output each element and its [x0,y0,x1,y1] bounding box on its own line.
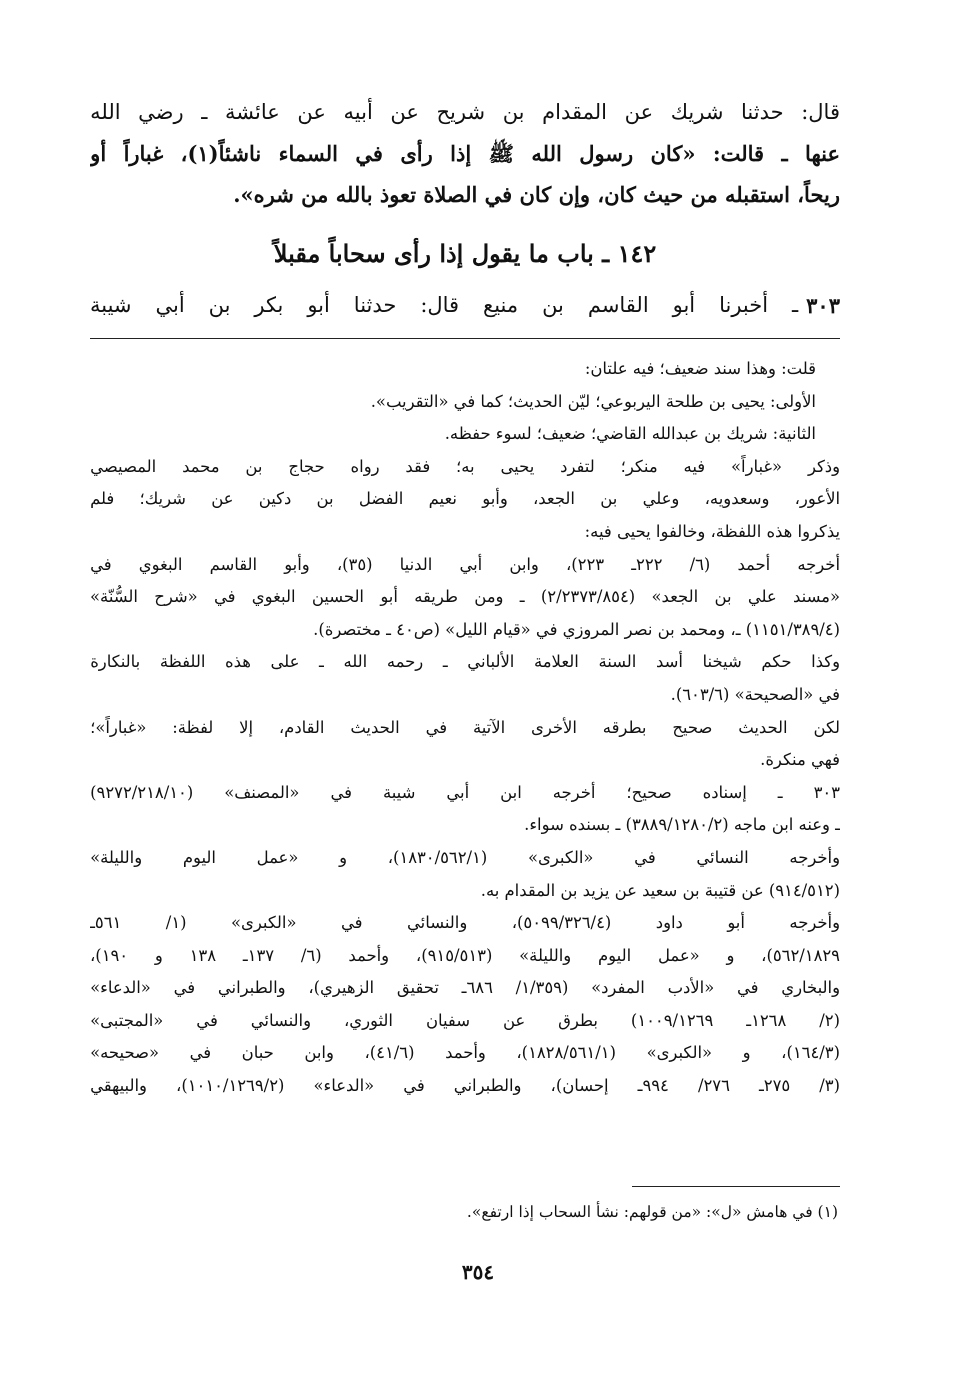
note-line: (٢/ ١٢٦٨ـ ١٠٠٩/١٢٦٩) بطرق عن سفيان الثوري، والنسائي في «المجتبى» [90,1010,840,1030]
note-line: في «الصحيحة» (٦٠٣/٦). [670,684,840,704]
page-number: ٣٥٤ [461,1260,495,1284]
note-line: وأخرجه النسائي في «الكبرى» (١٨٣٠/٥٦٢/١)، و «عمل اليوم والليلة» [90,847,840,867]
footnote-rule [632,1186,840,1187]
note-line: قلت: وهذا سند ضعيف؛ فيه علتان: [584,359,816,378]
note-line: وذكر «غباراً» فيه منكر؛ لتفرد يحيى به؛ فقد رواه حجاج بن محمد المصيصي [90,456,840,476]
commentary [90,353,840,1103]
main-line-2: عنها ـ قالت: «كان رسول الله ﷺ إذا رأى في السماء ناشئاً(١)، غباراً أو [90,141,840,166]
separator-rule [90,338,840,339]
note-line: «مسند علي بن الجعد» (٢/٢٣٧٣/٨٥٤) ـ ومن طريقه أبو الحسين البغوي في «شرح السُّنّة» [90,587,840,607]
page-body [90,92,840,1103]
note-line: يذكروا هذه اللفظة، وخالفوا يحيى فيه: [584,521,840,541]
note-line: (٩١٤/٥١٢) عن قتيبة بن سعيد عن يزيد بن المقدام به. [480,880,840,900]
note-line: ٥٦٢/١٨٢٩)، و «عمل اليوم والليلة» (٩١٥/٥١٣)، وأحمد (٦/ ١٣٧ـ ١٣٨ و ١٩٠)، [90,945,840,965]
note-line: الثانية: شريك بن عبدالله القاضي؛ ضعيف؛ لسوء حفظه. [444,424,816,444]
chapter-heading: ١٤٢ ـ باب ما يقول إذا رأى سحاباً مقبلاً [273,239,657,268]
note-line: (١٦٤/٣)، و «الكبرى» (١٨٢٨/٥٦١/١)، وأحمد (٤١/٦)، وابن حبان في «صحيحه» [90,1043,840,1063]
main-text [90,92,840,326]
note-line: لكن الحديث صحيح بطرقه الأخرى الآتية في الحديث القادم، إلا لفظة: «غباراً»؛ [90,717,840,737]
note-line: الأولى: يحيى بن طلحة اليربوعي؛ ليّن الحديث؛ كما في «التقريب». [370,391,816,411]
footnote: (١) في هامش «ل»: «من قولهم: نشأ السحاب إذا ارتفع». [466,1203,838,1221]
note-line: الأعور، وسعدويه، وعلي بن الجعد، وأبو نعيم الفضل بن دكين عن شريك؛ فلم [90,489,840,509]
note-line: (٣/ ٢٧٥ـ ٢٧٦/ ٩٩٤ـ إحسان)، والطبراني في «الدعاء» (١٠١٠/١٢٦٩/٢)، والبيهقي [90,1076,840,1096]
main-line-1: قال: حدثنا شريك عن المقدام بن شريح عن أبيه عن عائشة ـ رضي الله [90,100,840,124]
main-line-3: ريحاً، استقبله من حيث كان، وإن كان في الصلاة تعوذ بالله من شره». [233,182,840,207]
hadith-number: ٣٠٣ [806,293,840,318]
note-line: أخرجه أحمد (٦/ ٢٢٢ـ ٢٢٣)، وابن أبي الدنيا (٣٥)، وأبو القاسم البغوي في [90,554,840,574]
hadith-start-line [90,285,840,326]
note-line: ـ وعنه ابن ماجه (٣٨٨٩/١٢٨٠/٢) ـ بسنده سواء. [524,815,840,835]
note-line: وأخرجه أبو داود (٥٠٩٩/٣٢٦/٤)، والنسائي في «الكبرى» (١/ ٥٦١ـ [90,913,840,933]
note-line: ٣٠٣ ـ إسناده صحيح؛ أخرجه ابن أبي شيبة في «المصنف» (٩٢٧٢/٢١٨/١٠) [90,782,840,802]
note-line: فهي منكرة. [760,750,840,770]
note-line: (١١٥١/٣٨٩/٤) ـ، ومحمد بن نصر المروزي في «قيام الليل» (ص٤٠ ـ مختصرة). [313,619,840,639]
note-line: وكذا حكم شيخنا أسد السنة العلامة الألباني ـ رحمه الله ـ على هذه اللفظة بالنكارة [90,652,840,672]
hadith-start-text: ـ أخبرنا أبو القاسم بن منيع قال: حدثنا أبو بكر بن أبي شيبة [90,293,799,317]
note-line: والبخاري في «الأدب المفرد» (١/٣٥٩/ ٦٨٦ـ تحقيق الزهيري)، والطبراني في «الدعاء» [90,978,840,998]
